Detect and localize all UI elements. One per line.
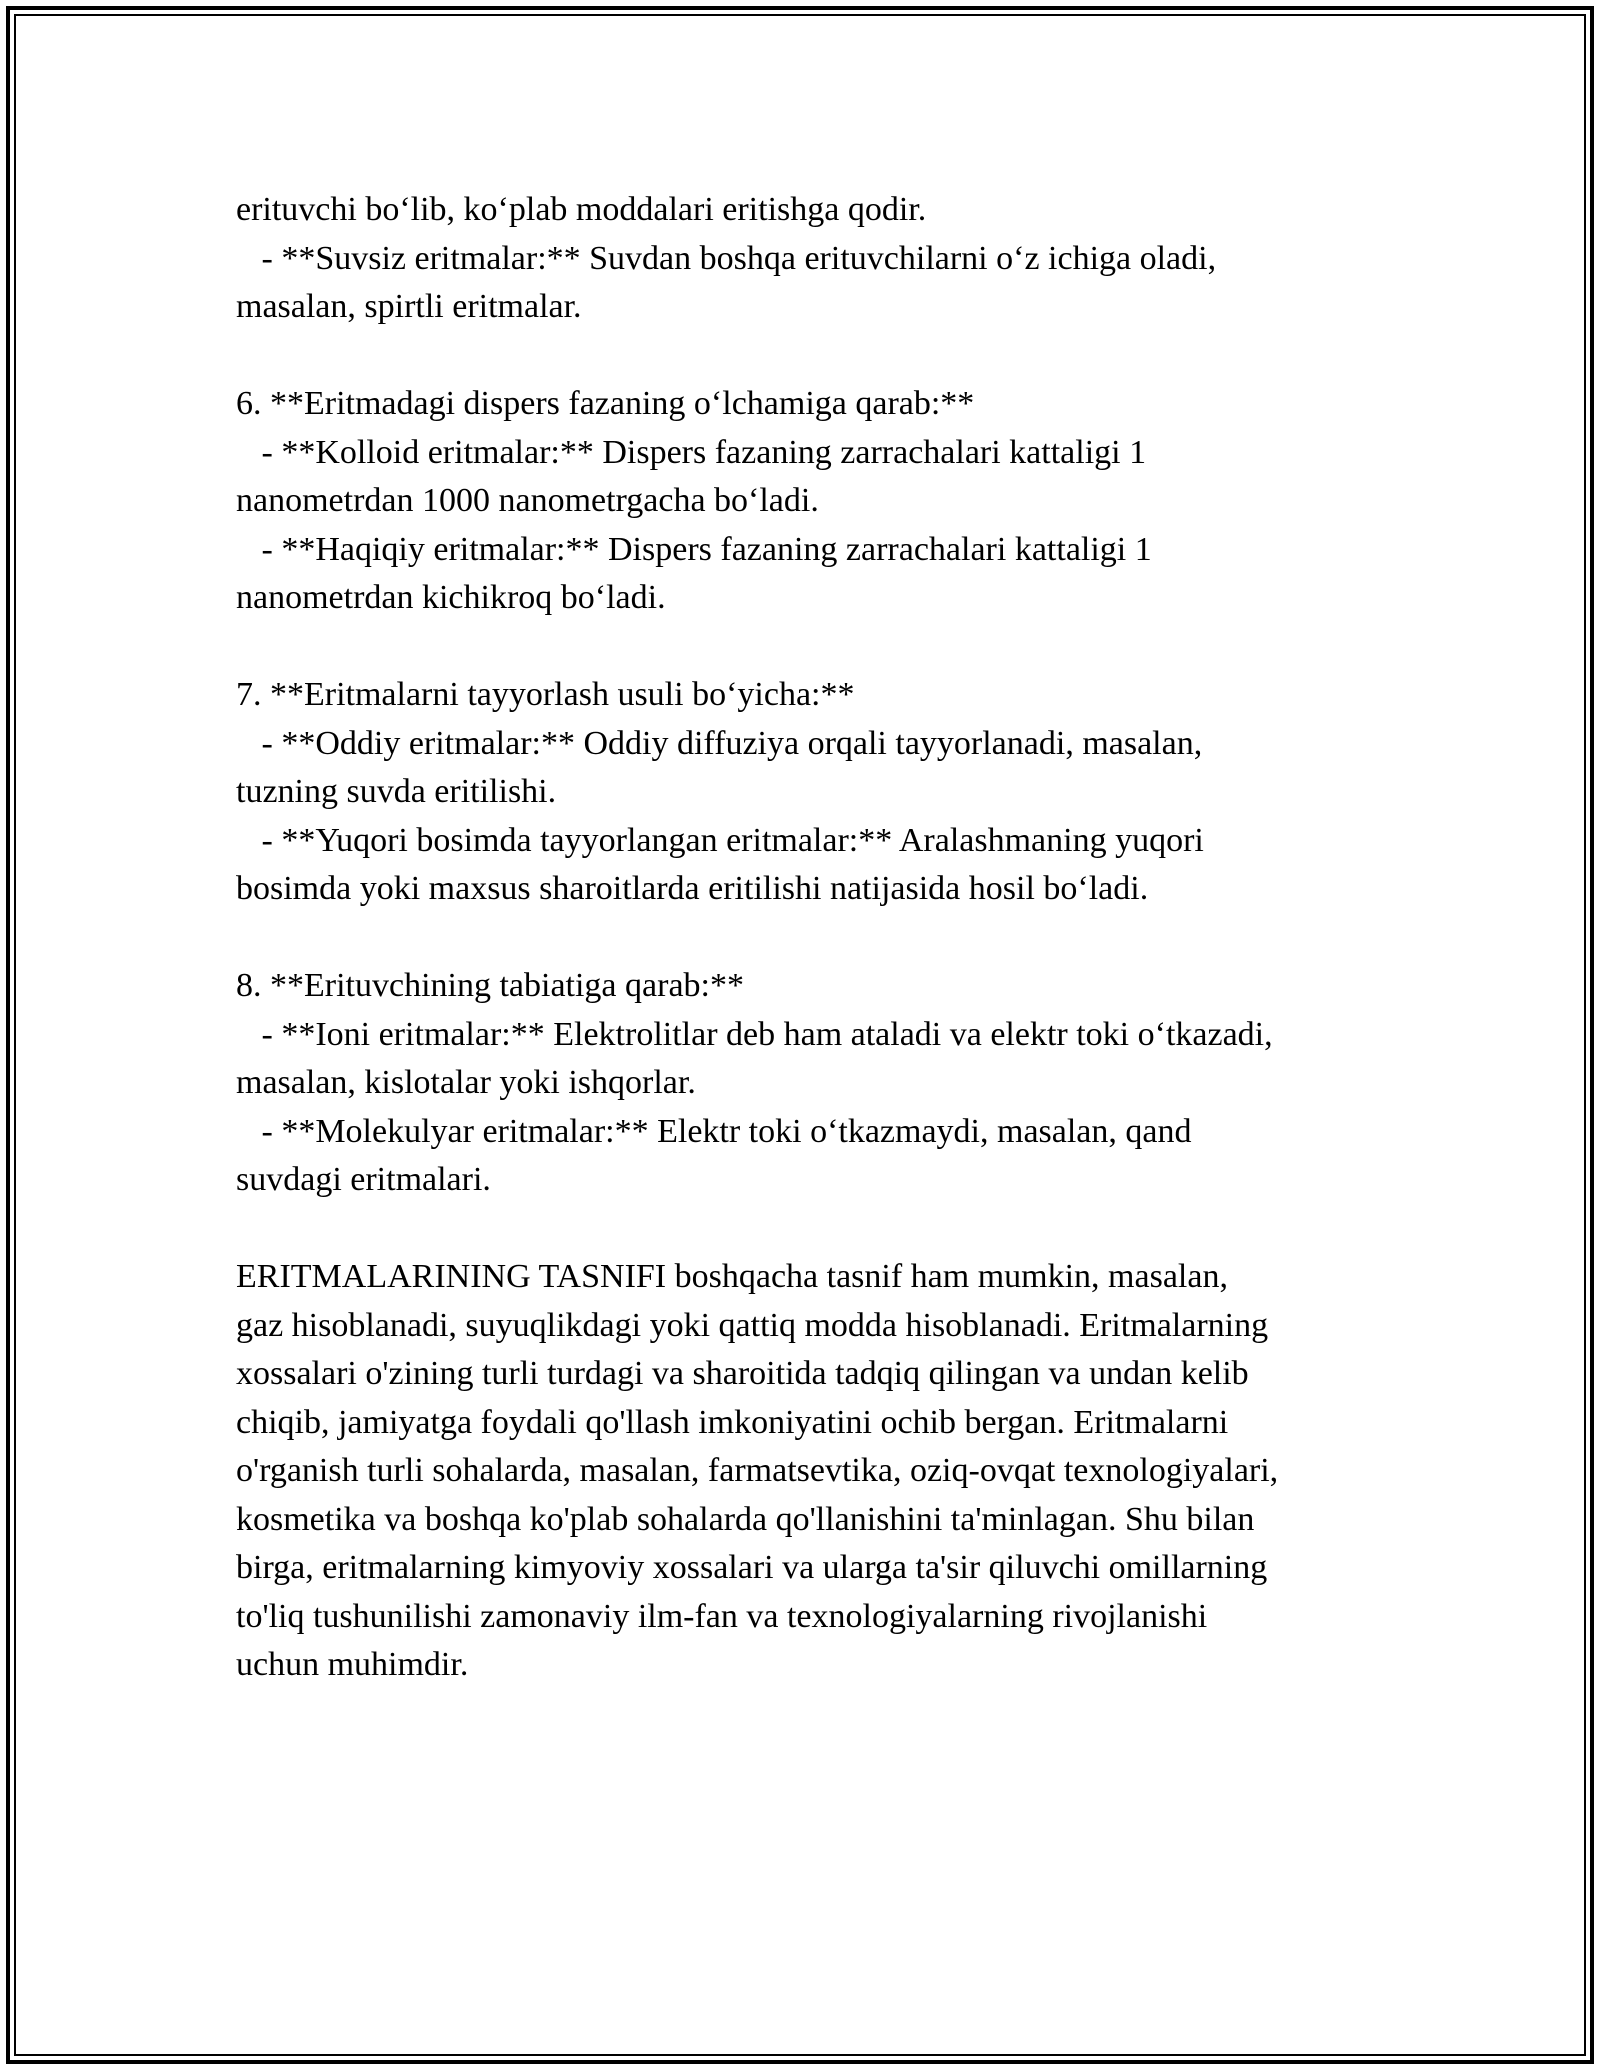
text-line: masalan, kislotalar yoki ishqorlar. (236, 1064, 696, 1101)
text-line: masalan, spirtli eritmalar. (236, 288, 582, 325)
paragraph (236, 380, 1416, 623)
paragraph (236, 671, 1416, 914)
text-line: - **Oddiy eritmalar:** Oddiy diffuziya orqali tayyorlanadi, masalan, (236, 724, 1203, 762)
text-line: - **Haqiqiy eritmalar:** Dispers fazaning zarrachalari kattaligi 1 (236, 530, 1152, 568)
list-heading: 6. **Eritmadagi dispers fazaning o‘lchamiga qarab:** (236, 385, 975, 422)
paragraph (236, 1253, 1416, 1690)
text-line: erituvchi bo‘lib, ko‘plab moddalari eritishga qodir. (236, 191, 927, 228)
text-line: suvdagi eritmalari. (236, 1161, 491, 1198)
text-line: o'rganish turli sohalarda, masalan, farmatsevtika, oziq-ovqat texnologiyalari, (236, 1452, 1279, 1489)
text-line: - **Ioni eritmalar:** Elektrolitlar deb ham ataladi va elektr toki o‘tkazadi, (236, 1015, 1273, 1053)
text-line: - **Yuqori bosimda tayyorlangan eritmalar:** Aralashmaning yuqori (236, 821, 1204, 859)
text-line: uchun muhimdir. (236, 1646, 469, 1683)
text-line: birga, eritmalarning kimyoviy xossalari va ularga ta'sir qiluvchi omillarning (236, 1549, 1268, 1586)
text-line: chiqib, jamiyatga foydali qo'llash imkoniyatini ochib bergan. Eritmalarni (236, 1403, 1229, 1441)
text-line: - **Molekulyar eritmalar:** Elektr toki o‘tkazmaydi, masalan, qand (236, 1112, 1192, 1150)
paragraph (236, 186, 1416, 332)
text-line: nanometrdan kichikroq bo‘ladi. (236, 579, 666, 616)
text-line: kosmetika va boshqa ko'plab sohalarda qo'llanishini ta'minlagan. Shu bilan (236, 1500, 1255, 1538)
document-body (236, 186, 1416, 1690)
text-line: xossalari o'zining turli turdagi va sharoitida tadqiq qilingan va undan kelib (236, 1355, 1249, 1392)
list-heading: 7. **Eritmalarni tayyorlash usuli bo‘yicha:** (236, 676, 855, 713)
paragraph-spacer (236, 914, 1416, 963)
text-line: tuzning suvda eritilishi. (236, 773, 557, 810)
text-line: nanometrdan 1000 nanometrgacha bo‘ladi. (236, 482, 819, 519)
text-line: ERITMALARINING TASNIFI boshqacha tasnif ham mumkin, masalan, (236, 1258, 1228, 1295)
list-heading: 8. **Erituvchining tabiatiga qarab:** (236, 967, 744, 1004)
paragraph-spacer (236, 1205, 1416, 1254)
paragraph-spacer (236, 332, 1416, 381)
paragraph-spacer (236, 623, 1416, 672)
text-line: to'liq tushunilishi zamonaviy ilm-fan va texnologiyalarning rivojlanishi (236, 1597, 1208, 1635)
text-line: - **Kolloid eritmalar:** Dispers fazaning zarrachalari kattaligi 1 (236, 433, 1147, 471)
text-line: gaz hisoblanadi, suyuqlikdagi yoki qattiq modda hisoblanadi. Eritmalarning (236, 1306, 1269, 1344)
text-line: bosimda yoki maxsus sharoitlarda eritilishi natijasida hosil bo‘ladi. (236, 870, 1149, 907)
paragraph (236, 962, 1416, 1205)
text-line: - **Suvsiz eritmalar:** Suvdan boshqa erituvchilarni o‘z ichiga oladi, (236, 239, 1217, 277)
